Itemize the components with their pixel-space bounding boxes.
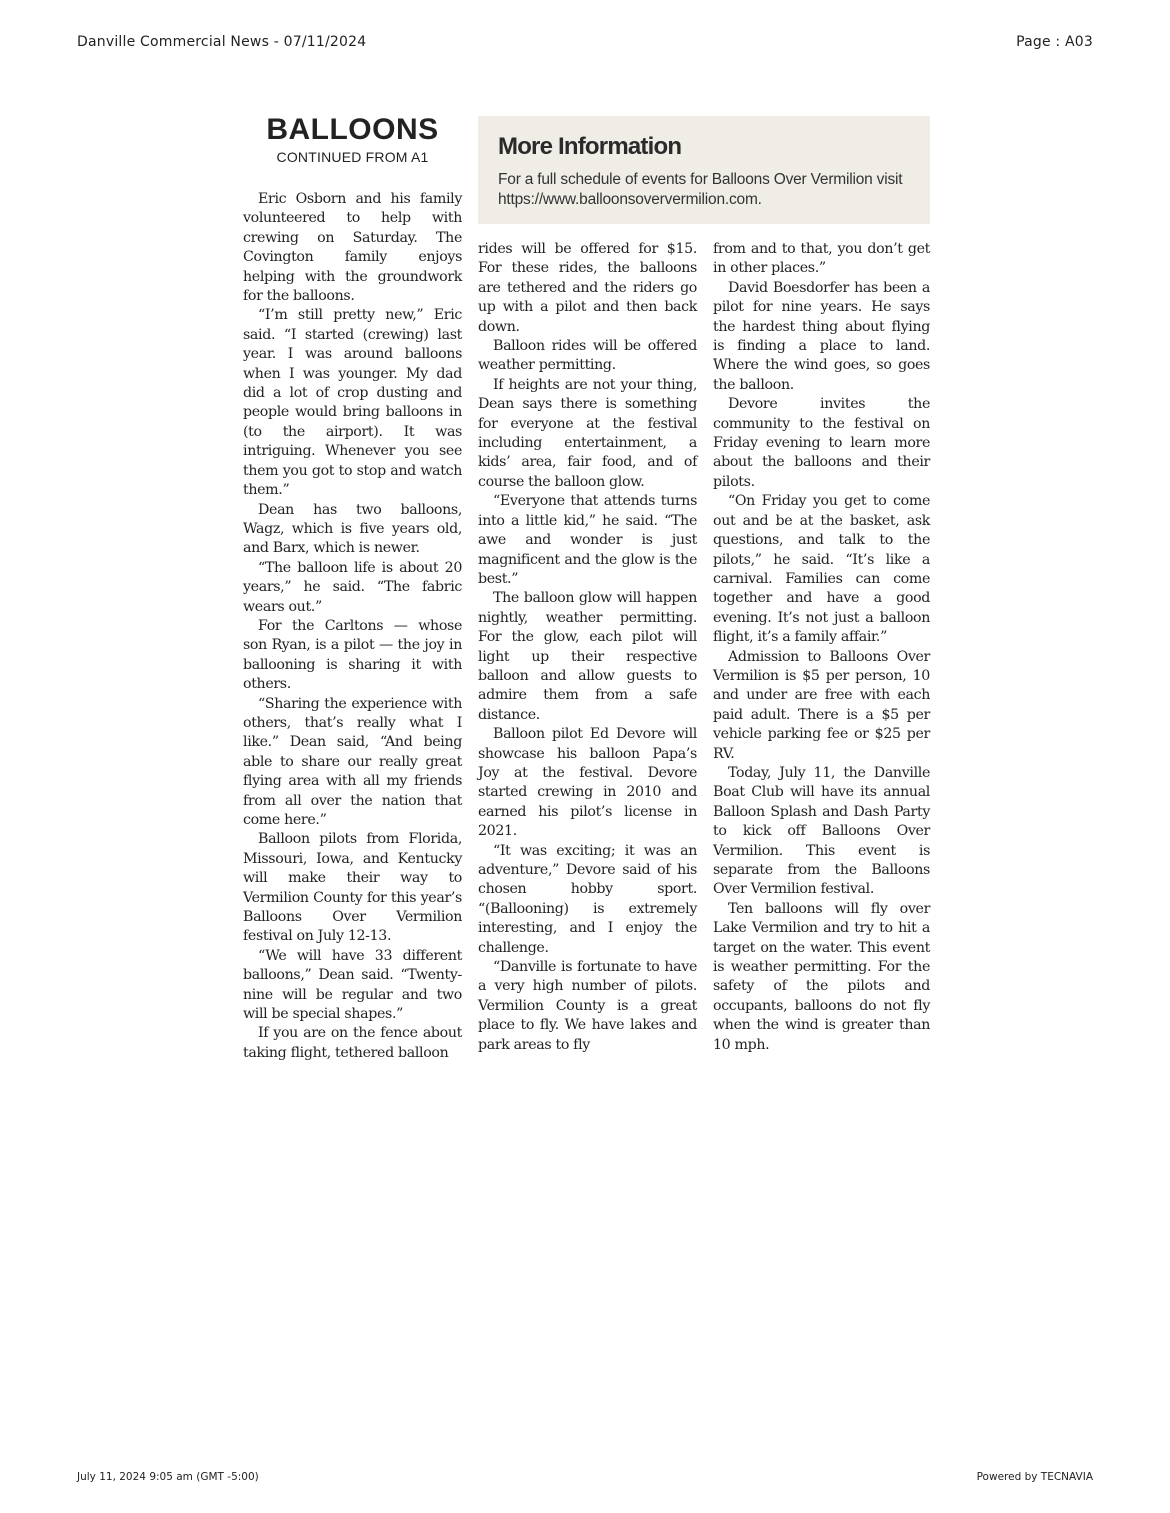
paragraph: David Boesdorfer has been a pilot for nine years. He says the hardest thing about flying is finding a place to land. Where the wind goes, so goes the balloon. xyxy=(713,279,930,393)
article-heading xyxy=(243,112,462,165)
paragraph: “I’m still pretty new,” Eric said. “I started (crewing) last year. I was around balloons when I was younger. My dad did a lot of crop dusting and people would bring balloons in (to the airport). It was intriguing. Whenever you see them you got to stop and watch them.” xyxy=(243,307,462,499)
article-column-3 xyxy=(713,240,930,1055)
article-column-1 xyxy=(243,190,462,1063)
continued-label: CONTINUED FROM A1 xyxy=(276,149,429,165)
paragraph: “The balloon life is about 20 years,” he said. “The fabric wears out.” xyxy=(243,559,462,615)
paragraph: “Danville is fortunate to have a very high number of pilots. Vermilion County is a great place to fly. We have lakes and park areas to fly xyxy=(478,959,697,1053)
paragraph: Balloon rides will be offered weather permitting. xyxy=(478,338,697,374)
paragraph: Devore invites the community to the festival on Friday evening to learn more about the balloons and their pilots. xyxy=(713,396,930,490)
paragraph: Balloon pilots from Florida, Missouri, Iowa, and Kentucky will make their way to Vermilion County for this year’s Balloons Over Vermilion festival on July 12-13. xyxy=(243,831,462,945)
paragraph: “It was exciting; it was an adventure,” Devore said of his chosen hobby sport. “(Ballooning) is extremely interesting, and I enjoy the challenge. xyxy=(478,842,697,956)
paragraph: The balloon glow will happen nightly, weather permitting. For the glow, each pilot will light up their respective balloon and allow guests to admire them from a safe distance. xyxy=(478,590,697,723)
paragraph: For the Carltons — whose son Ryan, is a pilot — the joy in ballooning is sharing it with others. xyxy=(243,617,462,693)
paragraph: Ten balloons will fly over Lake Vermilion and try to hit a target on the water. This event is weather permitting. For the safety of the pilots and occupants, balloons do not fly when the wind is greater than 10 mph. xyxy=(713,900,930,1053)
paragraph: “Everyone that attends turns into a little kid,” he said. “The awe and wonder is just magnificent and the glow is the best.” xyxy=(478,493,697,587)
paragraph: Eric Osborn and his family volunteered to help with crewing on Saturday. The Covington family enjoys helping with the groundwork for the balloons. xyxy=(243,191,462,305)
paragraph: If you are on the fence about taking flight, tethered balloon xyxy=(243,1025,462,1061)
paragraph: Today, July 11, the Danville Boat Club will have its annual Balloon Splash and Dash Party to kick off Balloons Over Vermilion. This event is separate from the Balloons Over Vermilion festival. xyxy=(713,764,930,898)
paragraph: Balloon pilot Ed Devore will showcase his balloon Papa’s Joy at the festival. Devore started crewing in 2010 and earned his pilot’s license in 2021. xyxy=(478,726,697,840)
page-number: Page : A03 xyxy=(1016,34,1093,50)
paragraph: If heights are not your thing, Dean says there is something for everyone at the festival including entertainment, a kids’ area, fair food, and of course the balloon glow. xyxy=(478,376,697,490)
headline: BALLOONS xyxy=(266,113,439,146)
paragraph: Admission to Balloons Over Vermilion is $5 per person, 10 and under are free with each paid adult. There is a $5 per vehicle parking fee or $25 per RV. xyxy=(713,648,930,762)
paragraph: “On Friday you get to come out and be at the basket, ask questions, and talk to the pilots,” he said. “It’s like a carnival. Families can come together and have a good evening. It’s not just a balloon flight, it’s a family affair.” xyxy=(713,493,930,646)
paragraph: “Sharing the experience with others, that’s really what I like.” Dean said, “And being able to share our really great flying area with all my friends from all over the nation that come here.” xyxy=(243,695,462,828)
paragraph: “We will have 33 different balloons,” Dean said. “Twenty-nine will be regular and two will be special shapes.” xyxy=(243,947,462,1023)
publication-header: Danville Commercial News - 07/11/2024 xyxy=(77,34,367,50)
timestamp-footer: July 11, 2024 9:05 am (GMT -5:00) xyxy=(77,1471,259,1483)
article-column-2 xyxy=(478,240,697,1055)
info-box-text: For a full schedule of events for Balloons Over Vermilion visit https://www.balloonsoververmilion.com. xyxy=(498,171,903,208)
paragraph: Dean has two balloons, Wagz, which is five years old, and Barx, which is newer. xyxy=(243,501,462,557)
powered-by-footer: Powered by TECNAVIA xyxy=(976,1471,1093,1483)
paragraph: from and to that, you don’t get in other places.” xyxy=(713,241,930,277)
more-information-box xyxy=(478,116,930,224)
info-box-title: More Information xyxy=(498,133,682,160)
paragraph: rides will be offered for $15. For these rides, the balloons are tethered and the riders go up with a pilot and then back down. xyxy=(478,241,697,335)
